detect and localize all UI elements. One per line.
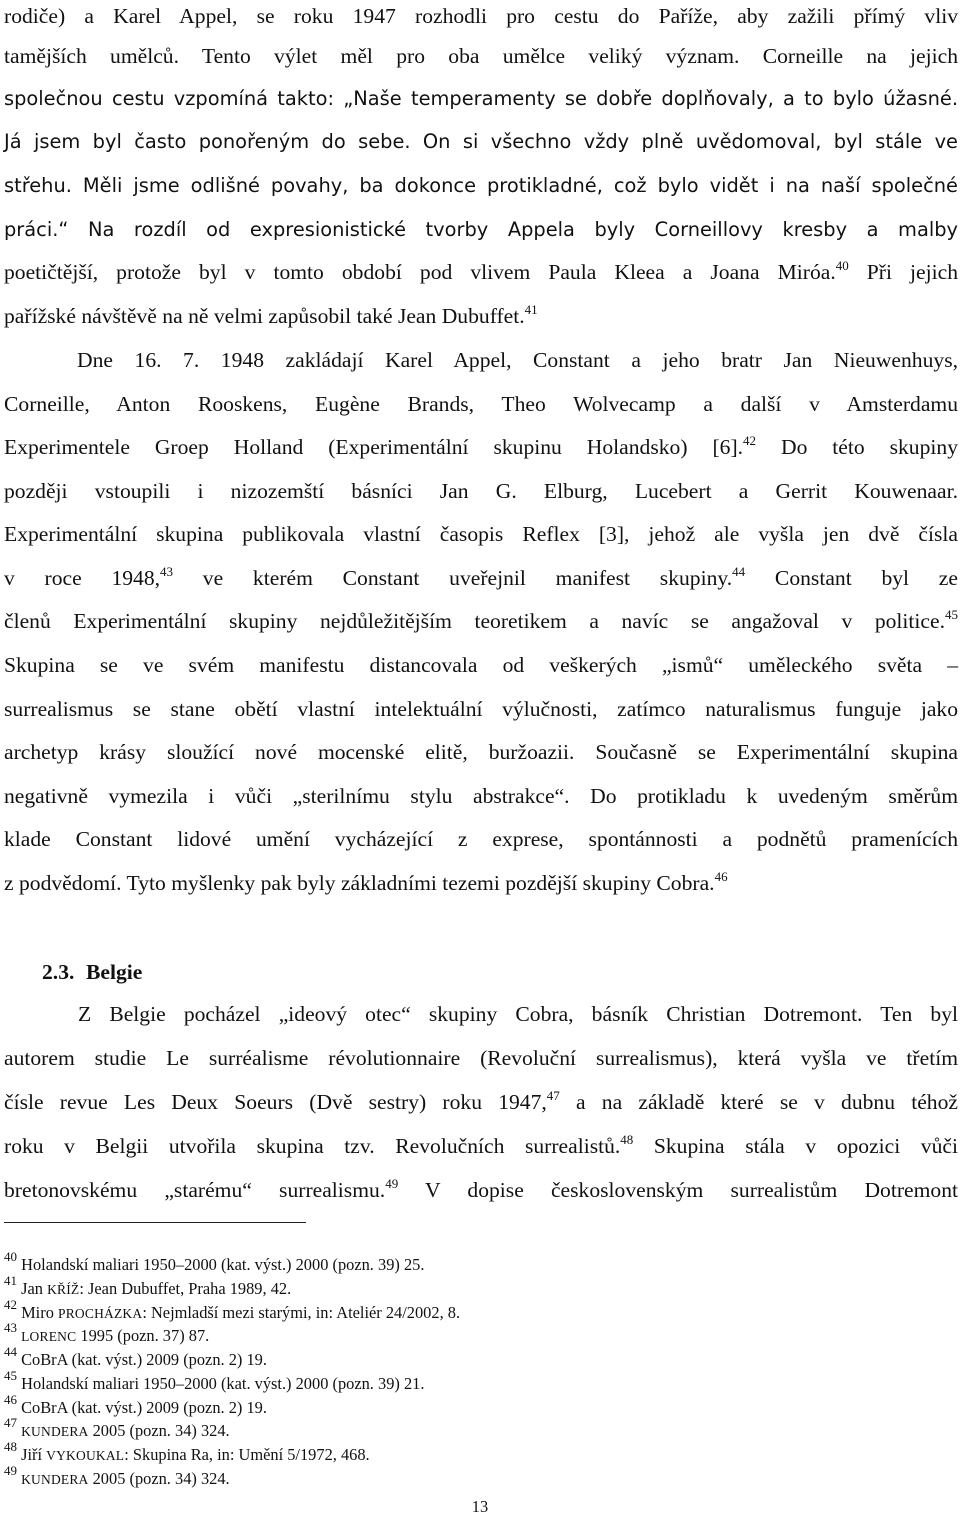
- footnote: $^{44}$ CoBrA (kat. výst.) 2009 (pozn. 2) 19.: [4, 1344, 267, 1369]
- footnote-ref: 43: [160, 564, 174, 579]
- body-line: [4, 257, 958, 287]
- footnote-separator: [4, 1222, 306, 1223]
- body-text: z podvědomí. Tyto myšlenky pak byly základními tezemi pozdější skupiny Cobra.: [4, 871, 715, 895]
- footnote: $^{40}$ Holandskí maliari 1950–2000 (kat. výst.) 2000 (pozn. 39) 25.: [4, 1249, 425, 1274]
- body-text: V dopise československým surrealistům Dotremont: [398, 1178, 958, 1202]
- body-line: klade Constant lidové umění vycházející z exprese, spontánnosti a podnětů pramenících: [4, 827, 958, 851]
- footnote: $^{45}$ Holandskí maliari 1950–2000 (kat. výst.) 2000 (pozn. 39) 21.: [4, 1368, 425, 1393]
- footnote: $^{48}$ Jiří VYKOUKAL: Skupina Ra, in: Umění 5/1972, 468.: [4, 1439, 370, 1464]
- body-line: negativně vymezila i vůči „sterilnímu stylu abstrakce“. Do protikladu k uvedeným směrům: [4, 784, 958, 808]
- body-text: Do této skupiny: [756, 435, 958, 459]
- body-text: bretonovskému „starému“ surrealismu.: [4, 1178, 386, 1202]
- body-line: práci.“ Na rozdíl od expresionistické tvorby Appela byly Corneillovy kresby a malby: [4, 218, 958, 241]
- footnote-ref: 45: [945, 607, 958, 622]
- body-line: surrealismus se stane obětí vlastní intelektuální výlučnosti, zatímco naturalismus funguje jako: [4, 697, 958, 721]
- footnote: $^{47}$ KUNDERA 2005 (pozn. 34) 324.: [4, 1415, 230, 1440]
- body-text: a na základě které se v dubnu téhož: [559, 1090, 958, 1114]
- body-text: poetičtější, protože byl v tomto období pod vlivem Paula Kleea a Joana Miróa.: [4, 260, 836, 284]
- section-number: 2.3.: [42, 960, 75, 984]
- body-text: Skupina stála v opozici vůči: [633, 1134, 958, 1158]
- body-text: v roce 1948,: [4, 566, 161, 590]
- footnote: $^{46}$ CoBrA (kat. výst.) 2009 (pozn. 2) 19.: [4, 1392, 267, 1417]
- body-line: tamějších umělců. Tento výlet měl pro oba umělce veliký význam. Corneille na jejich: [4, 44, 958, 68]
- body-line: autorem studie Le surréalisme révolutionnaire (Revoluční surrealismus), která vyšla ve třetím: [4, 1046, 958, 1070]
- body-line: rodiče) a Karel Appel, se roku 1947 rozhodli pro cestu do Paříže, aby zažili přímý vliv: [4, 4, 958, 28]
- footnote-ref: 44: [732, 564, 746, 579]
- footnote-ref: 40: [835, 258, 849, 273]
- body-line: [4, 1175, 958, 1205]
- section-title: Belgie: [86, 960, 143, 984]
- page-number: 13: [471, 1497, 489, 1516]
- body-line: [4, 301, 958, 331]
- footnote-ref: 41: [524, 302, 538, 317]
- body-line: Skupina se ve svém manifestu distancovala od veškerých „ismů“ uměleckého světa –: [4, 653, 958, 677]
- footnote-ref: 46: [714, 869, 728, 884]
- body-text: ve kterém Constant uveřejnil manifest skupiny.: [173, 566, 733, 590]
- body-line: společnou cestu vzpomíná takto: „Naše temperamenty se dobře doplňovaly, a to bylo úžasné.: [4, 87, 958, 110]
- body-line: Experimentální skupina publikovala vlastní časopis Reflex [3], jehož ale vyšla jen dvě čísla: [4, 522, 958, 546]
- footnote-ref: 48: [620, 1132, 634, 1147]
- body-line: Já jsem byl často ponořeným do sebe. On si všechno vždy plně uvědomoval, byl stále ve: [4, 130, 958, 153]
- footnote: $^{41}$ Jan KŘÍŽ: Jean Dubuffet, Praha 1989, 42.: [4, 1273, 292, 1298]
- body-line: [4, 606, 958, 636]
- body-line: [4, 563, 958, 593]
- footnote: $^{49}$ KUNDERA 2005 (pozn. 34) 324.: [4, 1463, 230, 1488]
- body-text: Při jejich: [848, 260, 958, 284]
- section-heading: [42, 957, 142, 987]
- body-text: pařížské návštěvě na ně velmi zapůsobil také Jean Dubuffet.: [4, 304, 525, 328]
- body-text: roku v Belgii utvořila skupina tzv. Revolučních surrealistů.: [4, 1134, 621, 1158]
- body-line: později vstoupili i nizozemští básníci Jan G. Elburg, Lucebert a Gerrit Kouwenaar.: [4, 479, 958, 503]
- body-line: Corneille, Anton Rooskens, Eugène Brands, Theo Wolvecamp a další v Amsterdamu: [4, 392, 958, 416]
- body-text: Constant byl ze: [745, 566, 958, 590]
- body-line: Z Belgie pocházel „ideový otec“ skupiny Cobra, básník Christian Dotremont. Ten byl: [78, 1002, 958, 1026]
- footnote-ref: 49: [385, 1176, 399, 1191]
- body-text: čísle revue Les Deux Soeurs (Dvě sestry) roku 1947,: [4, 1090, 547, 1114]
- body-text: Experimentele Groep Holland (Experimentální skupinu Holandsko) [6].: [4, 435, 744, 459]
- body-line: Dne 16. 7. 1948 zakládají Karel Appel, Constant a jeho bratr Jan Nieuwenhuys,: [77, 348, 958, 372]
- body-line: archetyp krásy sloužící nové mocenské elitě, buržoazii. Současně se Experimentální skupina: [4, 740, 958, 764]
- footnote-ref: 42: [743, 433, 757, 448]
- body-line: [4, 1131, 958, 1161]
- body-line: [4, 868, 958, 898]
- body-line: střehu. Měli jsme odlišné povahy, ba dokonce protikladné, což bylo vidět i na naší společné: [4, 174, 958, 197]
- body-line: [4, 1087, 958, 1117]
- footnote: $^{43}$ LORENC 1995 (pozn. 37) 87.: [4, 1320, 210, 1345]
- body-line: [4, 432, 958, 462]
- footnote: $^{42}$ Miro PROCHÁZKA: Nejmladší mezi starými, in: Ateliér 24/2002, 8.: [4, 1297, 461, 1322]
- body-text: členů Experimentální skupiny nejdůležitějším teoretikem a navíc se angažoval v politice.: [4, 609, 945, 633]
- footnote-ref: 47: [546, 1088, 560, 1103]
